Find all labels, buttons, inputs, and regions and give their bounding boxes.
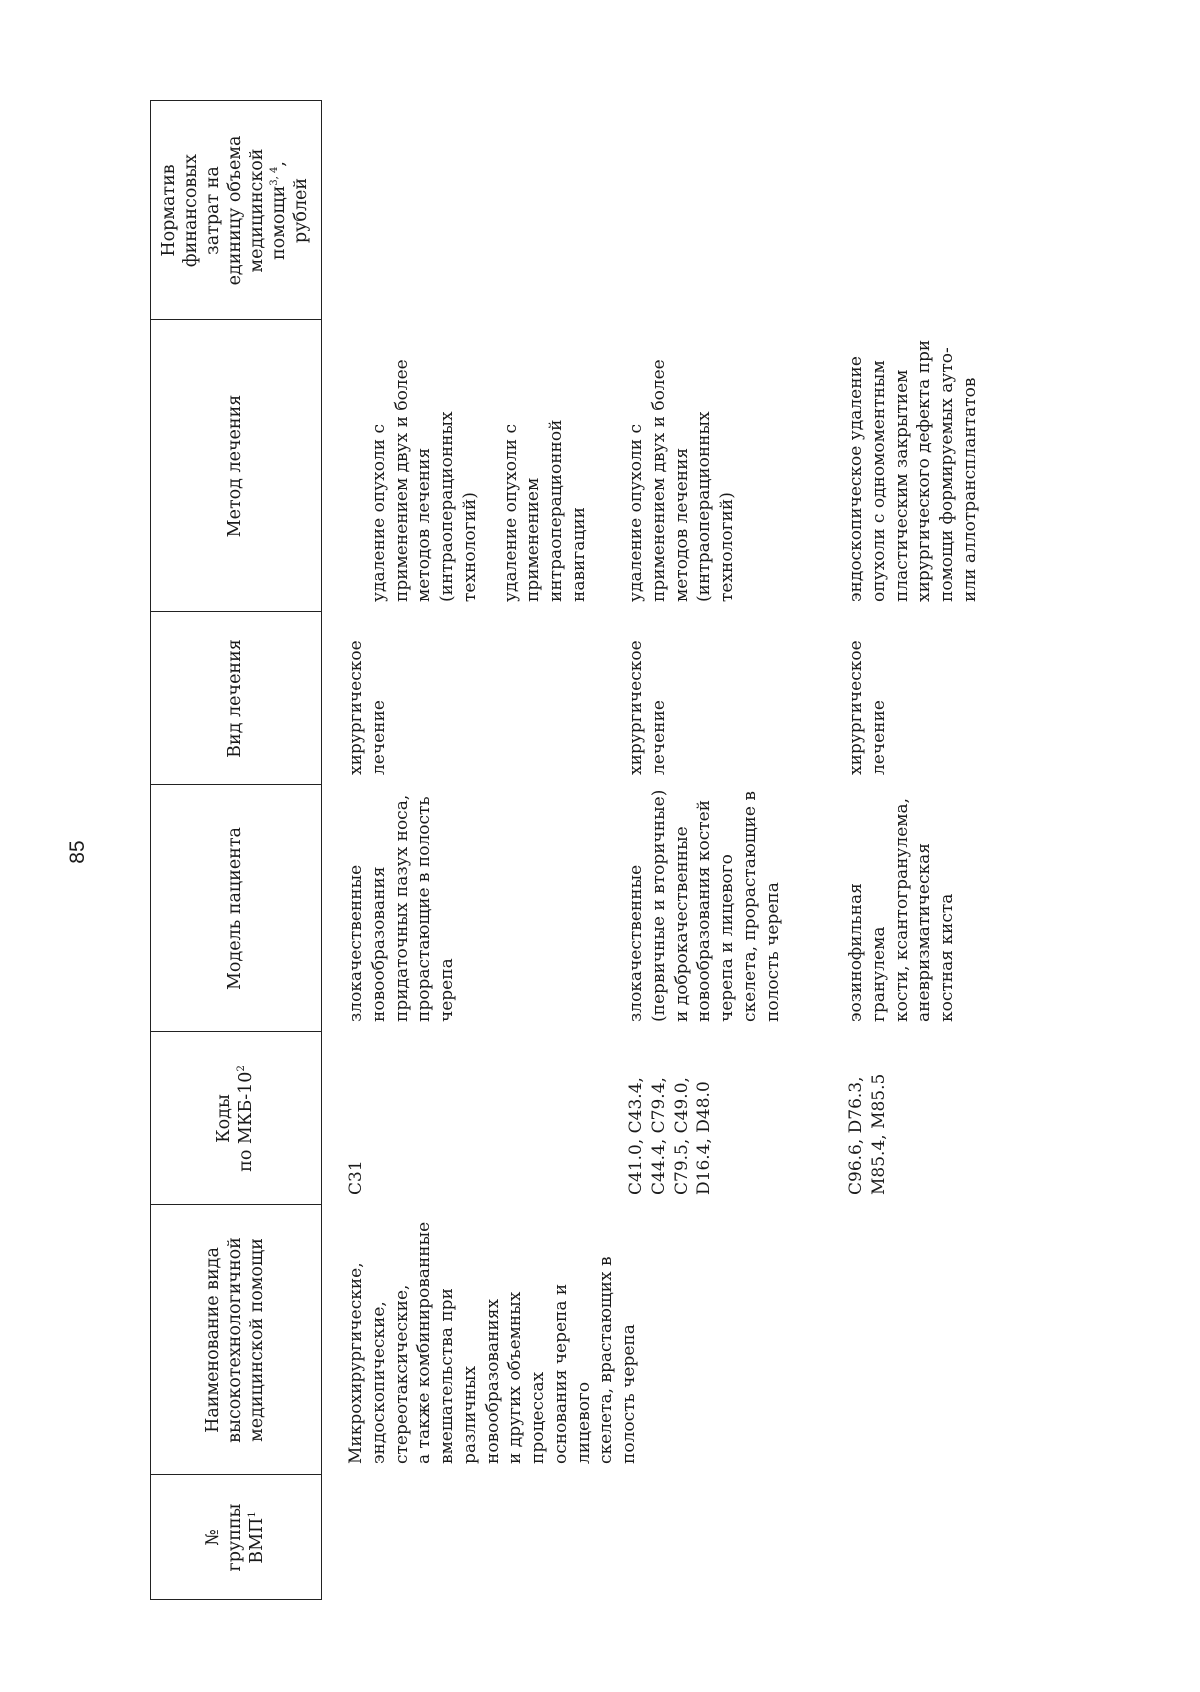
row-1-method-a: удаление опухоли с применением двух и более методов лечения (интраоперационных технологий) [368, 359, 480, 602]
row-3-treatment-method: эндоскопическое удаление опухоли с одномоментным пластическим закрытием хирургического дефекта при помощи формируемых ауто- или аллотрансплантатов [846, 339, 980, 602]
row-1-patient-model: злокачественные новообразования придаточных пазух носа, прорастающие в полость черепа [346, 794, 458, 1022]
table-header [150, 100, 322, 1600]
header-patient-model: Модель пациента [225, 827, 246, 990]
row-1-treatment-type: хирургическое лечение [346, 640, 389, 775]
header-treatment-method: Метод лечения [225, 394, 246, 538]
row-3-codes: C96.6, D76.3, M85.4, M85.5 [846, 1073, 889, 1195]
vmp-table [150, 100, 1150, 1600]
row-2-patient-model: злокачественные (первичные и вторичные) и доброкачественные новообразования костей черепа и лицевого скелета, прорастающие в полость черепа [626, 789, 783, 1022]
row-1-treatment-method [345, 322, 591, 602]
page-number: 85 [66, 840, 89, 864]
rotated-table-sheet [150, 100, 1150, 1600]
row-1-method-b: удаление опухоли с применением интраоперационной навигации [500, 419, 589, 602]
group-name-cell: Микрохирургические, эндоскопические, стереотаксические, а также комбинированные вмешательства при различных новообразованиях и других объемных процессах основания черепа и лицевого скелета, врастающих в полость черепа [346, 1221, 640, 1464]
row-3-treatment-type: хирургическое лечение [846, 640, 889, 775]
header-icd-codes: Коды по МКБ-$10^2$ [214, 1065, 256, 1172]
row-3-patient-model: эозинофильная гранулема кости, ксантогранулема, аневризматическая костная киста [846, 797, 958, 1022]
row-2-codes: C41.0, C43.4, C44.4, C79.4, C79.5, C49.0, D16.4, D48.0 [626, 1077, 715, 1195]
header-cost-standard: Норматив финансовых затрат на единицу объема медицинской помощи$^{3, 4}$, рублей [159, 135, 311, 286]
row-2-treatment-type: хирургическое лечение [626, 640, 669, 775]
header-group-number: № группы ВМП$^1$ [203, 1503, 267, 1572]
header-treatment-type: Вид лечения [225, 639, 246, 758]
header-vmp-name: Наименование вида высокотехнологичной медицинской помощи [203, 1237, 267, 1443]
row-1-codes: C31 [346, 1160, 366, 1195]
row-2-treatment-method: удаление опухоли с применением двух и более методов лечения (интраоперационных технологий) [626, 359, 738, 602]
